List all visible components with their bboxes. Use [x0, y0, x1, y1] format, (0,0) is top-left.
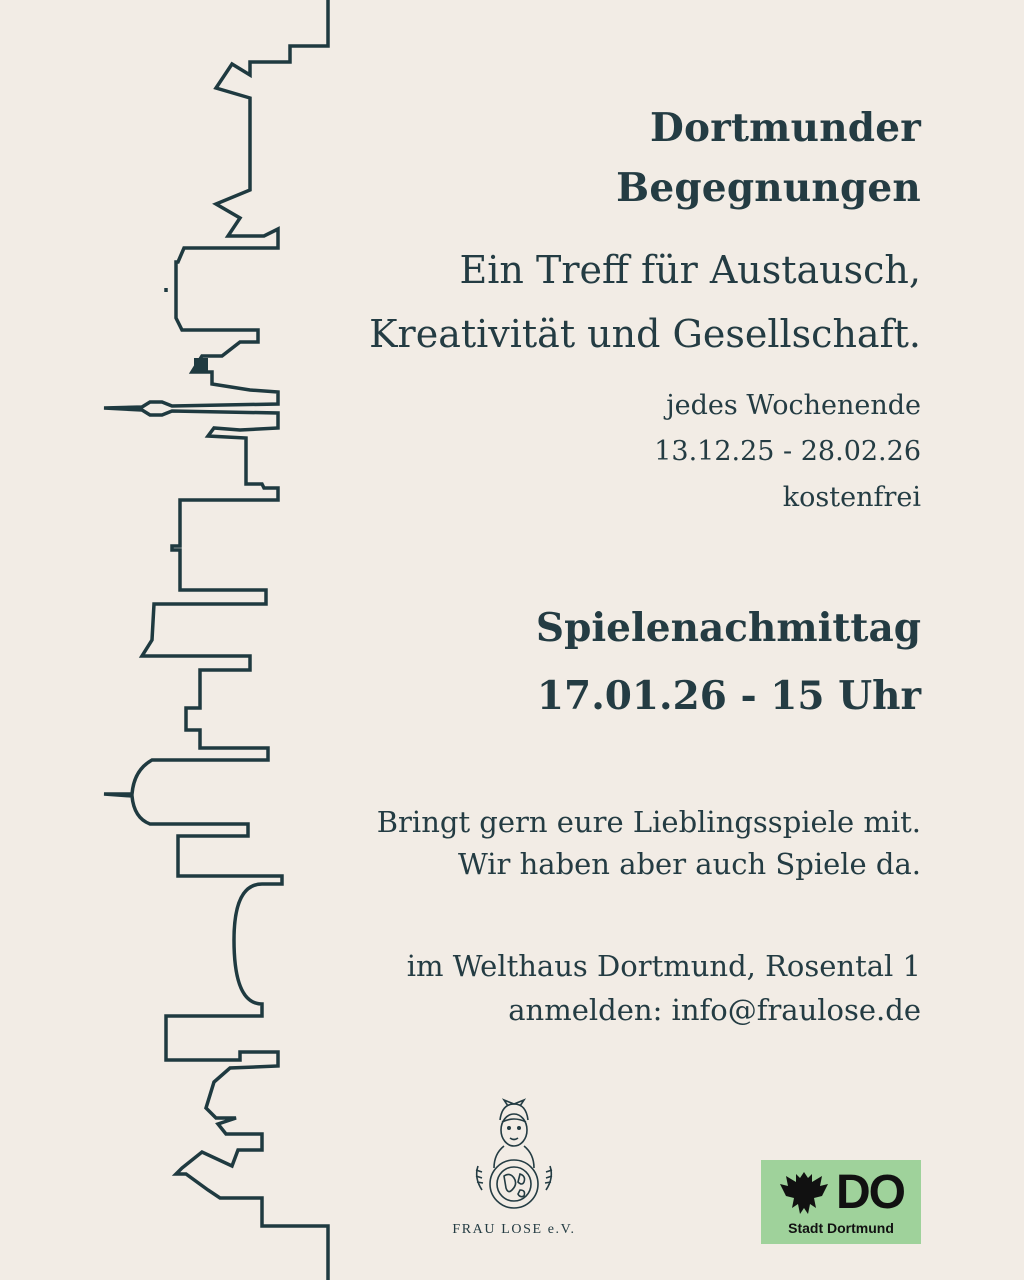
location-info [407, 944, 921, 1032]
subtitle-line-2: Kreativität und Gesellschaft. [369, 312, 921, 356]
city-name: Stadt Dortmund [788, 1220, 894, 1236]
schedule-price: kostenfrei [782, 482, 921, 513]
event-description [377, 801, 921, 885]
schedule-frequency: jedes Wochenende [666, 390, 921, 421]
title-line-2: Begegnungen [616, 165, 921, 211]
schedule-info [654, 383, 921, 521]
dortmund-skyline-outline [0, 0, 340, 1280]
description-line-1: Bringt gern eure Lieblingsspiele mit. [376, 805, 921, 839]
city-abbreviation: DO [836, 1166, 904, 1219]
event-name: Spielenachmittag [535, 605, 921, 651]
frau-lose-logo [440, 1098, 588, 1238]
woman-globe-icon [464, 1098, 564, 1218]
subtitle-line-1: Ein Treff für Austausch, [459, 248, 921, 292]
event-datetime: 17.01.26 - 15 Uhr [536, 673, 921, 719]
event-info [536, 594, 921, 730]
stadt-dortmund-logo [761, 1160, 921, 1244]
signup-email: anmelden: info@fraulose.de [508, 993, 921, 1027]
poster-title [616, 98, 921, 218]
organizer-name: FRAU LOSE e.V. [452, 1222, 576, 1237]
description-line-2: Wir haben aber auch Spiele da. [457, 847, 921, 881]
eagle-crest-icon [778, 1168, 830, 1218]
schedule-date-range: 13.12.25 - 28.02.26 [654, 436, 921, 467]
title-line-1: Dortmunder [649, 105, 921, 151]
venue-address: im Welthaus Dortmund, Rosental 1 [406, 949, 921, 983]
poster-subtitle [369, 238, 921, 366]
